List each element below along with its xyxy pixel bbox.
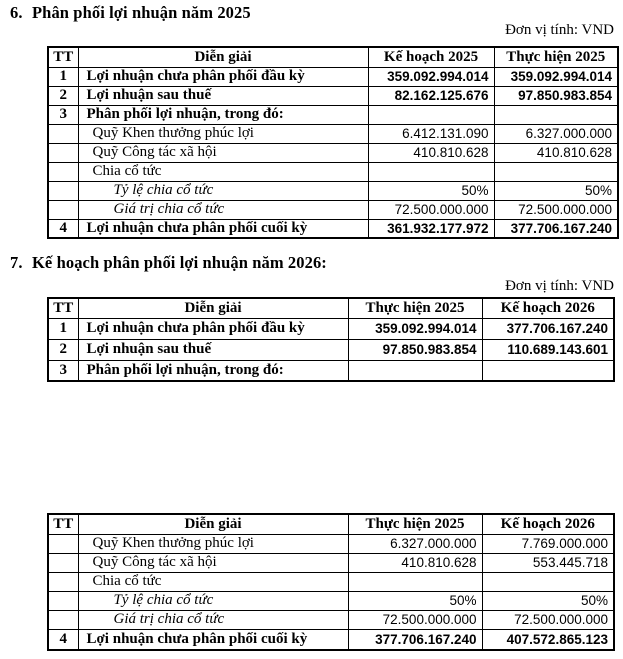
row-label-cell: Tỷ lệ chia cổ tức — [78, 591, 348, 610]
row-label-cell: Lợi nhuận chưa phân phối đầu kỳ — [78, 318, 348, 339]
section-7-heading — [10, 253, 327, 273]
table-row — [48, 105, 618, 124]
table-row — [48, 162, 618, 181]
row-number-cell: 3 — [48, 105, 78, 124]
row-number-cell: 1 — [48, 318, 78, 339]
row-label-cell: Tỷ lệ chia cổ tức — [78, 181, 368, 200]
table-row — [48, 610, 614, 629]
column-header: Thực hiện 2025 — [348, 514, 482, 534]
row-label-cell: Quỹ Công tác xã hội — [78, 553, 348, 572]
table-header — [48, 514, 614, 534]
row-label-cell: Quỹ Khen thưởng phúc lợi — [78, 124, 368, 143]
column-header: Thực hiện 2025 — [348, 298, 482, 318]
table-row — [48, 553, 614, 572]
row-label-cell: Quỹ Khen thưởng phúc lợi — [78, 534, 348, 553]
value-cell: 50% — [348, 591, 482, 610]
value-cell: 6.412.131.090 — [368, 124, 494, 143]
column-header: Diễn giải — [78, 514, 348, 534]
value-cell — [482, 572, 614, 591]
row-label-cell: Chia cổ tức — [78, 162, 368, 181]
value-cell: 377.706.167.240 — [482, 318, 614, 339]
value-cell: 97.850.983.854 — [348, 339, 482, 360]
value-cell: 82.162.125.676 — [368, 86, 494, 105]
value-cell: 553.445.718 — [482, 553, 614, 572]
value-cell: 410.810.628 — [348, 553, 482, 572]
table-row — [48, 591, 614, 610]
table-body — [48, 534, 614, 650]
row-number-cell: 2 — [48, 339, 78, 360]
column-header: Kế hoạch 2025 — [368, 47, 494, 67]
value-cell: 6.327.000.000 — [348, 534, 482, 553]
profit-plan-2026-table — [47, 297, 615, 382]
table-row — [48, 143, 618, 162]
table-row — [48, 124, 618, 143]
section-6-number: 6. — [10, 3, 23, 22]
value-cell — [348, 360, 482, 381]
value-cell: 359.092.994.014 — [494, 67, 618, 86]
column-header: TT — [48, 298, 78, 318]
table-row — [48, 360, 614, 381]
value-cell — [368, 162, 494, 181]
table-row — [48, 534, 614, 553]
value-cell: 72.500.000.000 — [482, 610, 614, 629]
value-cell: 410.810.628 — [494, 143, 618, 162]
row-number-cell: 4 — [48, 629, 78, 650]
row-label-cell: Lợi nhuận chưa phân phối cuối kỳ — [78, 219, 368, 238]
value-cell: 359.092.994.014 — [348, 318, 482, 339]
value-cell: 377.706.167.240 — [494, 219, 618, 238]
row-label-cell: Quỹ Công tác xã hội — [78, 143, 368, 162]
row-number-cell: 2 — [48, 86, 78, 105]
row-number-cell — [48, 162, 78, 181]
table-row — [48, 67, 618, 86]
header-row — [48, 514, 614, 534]
column-header: Diễn giải — [78, 47, 368, 67]
table-row — [48, 181, 618, 200]
row-label-cell: Chia cổ tức — [78, 572, 348, 591]
column-header: TT — [48, 47, 78, 67]
value-cell: 407.572.865.123 — [482, 629, 614, 650]
value-cell: 377.706.167.240 — [348, 629, 482, 650]
value-cell: 50% — [482, 591, 614, 610]
table-row — [48, 200, 618, 219]
value-cell: 110.689.143.601 — [482, 339, 614, 360]
table-row — [48, 572, 614, 591]
value-cell: 50% — [368, 181, 494, 200]
row-number-cell: 1 — [48, 67, 78, 86]
header-row — [48, 298, 614, 318]
value-cell: 72.500.000.000 — [494, 200, 618, 219]
column-header: Kế hoạch 2026 — [482, 298, 614, 318]
value-cell: 410.810.628 — [368, 143, 494, 162]
column-header: Diễn giải — [78, 298, 348, 318]
row-number-cell — [48, 200, 78, 219]
row-number-cell — [48, 181, 78, 200]
profit-distribution-2025-table — [47, 46, 619, 239]
value-cell: 7.769.000.000 — [482, 534, 614, 553]
table-row — [48, 219, 618, 238]
header-row — [48, 47, 618, 67]
value-cell: 361.932.177.972 — [368, 219, 494, 238]
table-header — [48, 47, 618, 67]
profit-plan-2026-table-continued — [47, 513, 615, 651]
table-row — [48, 318, 614, 339]
value-cell — [348, 572, 482, 591]
row-label-cell: Phân phối lợi nhuận, trong đó: — [78, 360, 348, 381]
table-row — [48, 629, 614, 650]
row-number-cell: 4 — [48, 219, 78, 238]
table-header — [48, 298, 614, 318]
section-7-title: Kế hoạch phân phối lợi nhuận năm 2026: — [32, 253, 327, 272]
value-cell — [368, 105, 494, 124]
row-number-cell — [48, 610, 78, 629]
table-body — [48, 318, 614, 381]
row-label-cell: Lợi nhuận chưa phân phối đầu kỳ — [78, 67, 368, 86]
row-label-cell: Lợi nhuận sau thuế — [78, 86, 368, 105]
row-number-cell — [48, 143, 78, 162]
table-row — [48, 86, 618, 105]
row-label-cell: Phân phối lợi nhuận, trong đó: — [78, 105, 368, 124]
table-body — [48, 67, 618, 238]
value-cell: 50% — [494, 181, 618, 200]
value-cell: 97.850.983.854 — [494, 86, 618, 105]
value-cell — [494, 105, 618, 124]
value-cell: 72.500.000.000 — [368, 200, 494, 219]
row-number-cell — [48, 124, 78, 143]
row-label-cell: Giá trị chia cổ tức — [78, 200, 368, 219]
row-number-cell — [48, 534, 78, 553]
row-label-cell: Lợi nhuận chưa phân phối cuối kỳ — [78, 629, 348, 650]
section-6-heading — [10, 3, 251, 23]
section-7-number: 7. — [10, 253, 23, 272]
row-number-cell — [48, 553, 78, 572]
column-header: TT — [48, 514, 78, 534]
value-cell: 359.092.994.014 — [368, 67, 494, 86]
value-cell: 72.500.000.000 — [348, 610, 482, 629]
value-cell — [494, 162, 618, 181]
column-header: Thực hiện 2025 — [494, 47, 618, 67]
section-6-title: Phân phối lợi nhuận năm 2025 — [32, 3, 251, 22]
row-number-cell — [48, 572, 78, 591]
value-cell — [482, 360, 614, 381]
column-header: Kế hoạch 2026 — [482, 514, 614, 534]
row-label-cell: Giá trị chia cổ tức — [78, 610, 348, 629]
unit-label-2025: Đơn vị tính: VND — [505, 22, 614, 38]
unit-label-2026: Đơn vị tính: VND — [505, 278, 614, 294]
row-label-cell: Lợi nhuận sau thuế — [78, 339, 348, 360]
table-row — [48, 339, 614, 360]
row-number-cell — [48, 591, 78, 610]
row-number-cell: 3 — [48, 360, 78, 381]
value-cell: 6.327.000.000 — [494, 124, 618, 143]
